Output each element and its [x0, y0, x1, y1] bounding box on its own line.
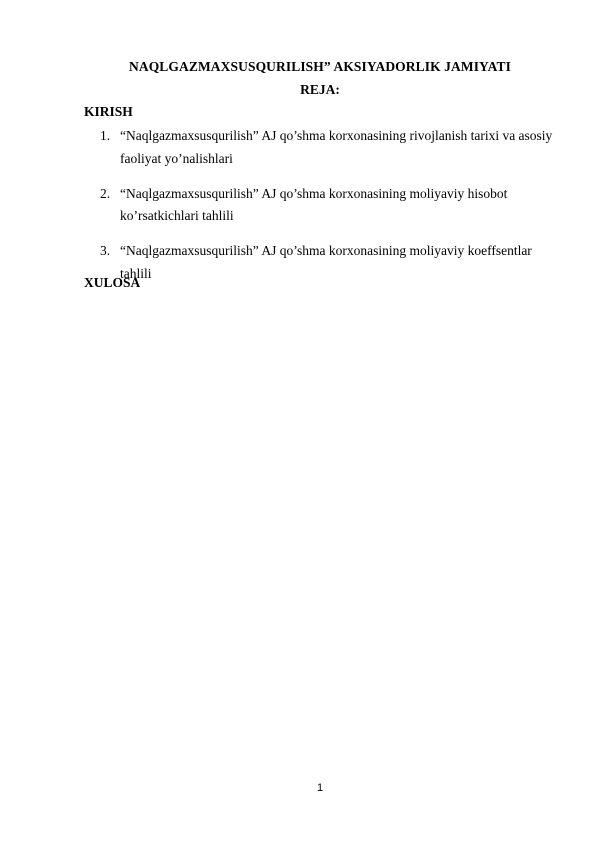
plan-item-number: 3.	[100, 243, 111, 258]
intro-heading: KIRISH	[84, 104, 133, 119]
plan-item-text: “Naqlgazmaxsusqurilish” AJ qo’shma korxonasining rivojlanish tarixi va asosiy faoliyat yo’nalishlari	[120, 128, 553, 166]
plan-heading: REJA:	[300, 82, 340, 97]
plan-item-text: “Naqlgazmaxsusqurilish” AJ qo’shma korxonasining moliyaviy hisobot ko’rsatkichlari tahlili	[120, 185, 508, 223]
plan-item-number: 2.	[100, 185, 111, 201]
plan-item-text: “Naqlgazmaxsusqurilish” AJ qo’shma korxonasining moliyaviy koeffsentlar tahlili	[120, 243, 532, 281]
plan-item	[0, 125, 596, 183]
conclusion-heading: XULOSA	[84, 275, 141, 290]
document-title: NAQLGAZMAXSUSQURILISH” AKSIYADORLIK JAMIYATI	[129, 59, 511, 74]
plan-item-number: 1.	[100, 128, 111, 143]
page-number: 1	[316, 782, 324, 794]
plan-item	[0, 183, 596, 241]
plan-list	[0, 125, 596, 298]
